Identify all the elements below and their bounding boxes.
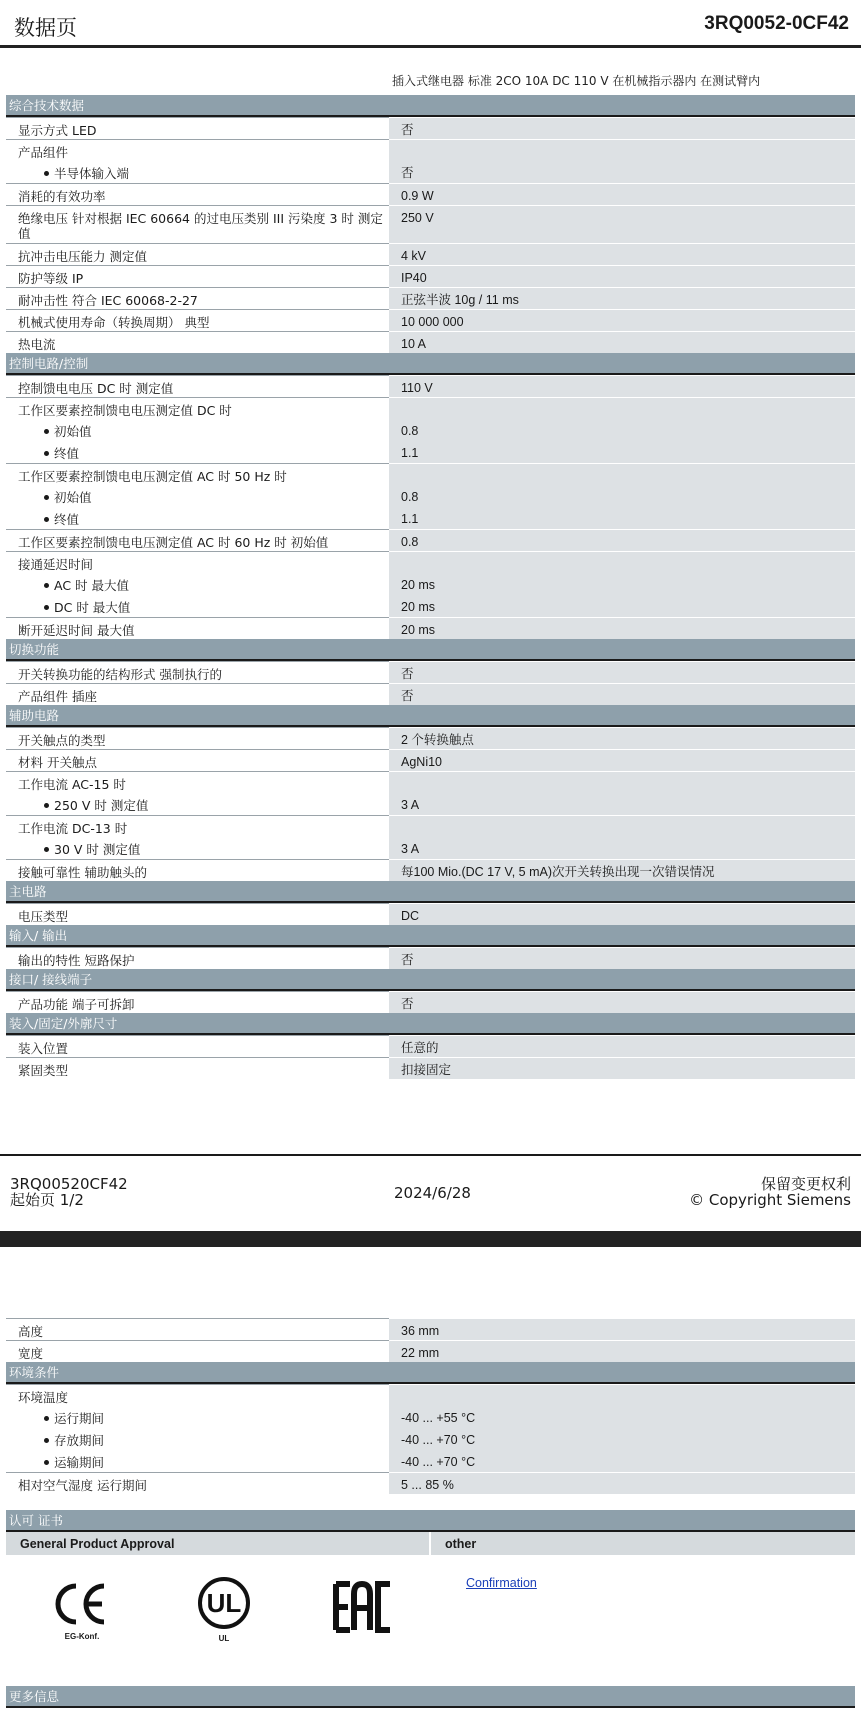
row-label [6,683,389,705]
row-label [6,485,389,507]
row-value: 1.1 [389,441,855,463]
section-header: 更多信息 [6,1686,855,1708]
footer-left [10,1176,128,1208]
table-row [6,243,855,265]
row-label-text: 开关转换功能的结构形式 强制执行的 [18,667,222,682]
row-value: 22 mm [389,1340,855,1362]
row-label [6,441,389,463]
certificate-logos [6,1558,855,1686]
table-row [6,507,855,529]
certificates-section [6,1510,855,1556]
table-row [6,375,855,397]
row-label-text: 终值 [54,512,80,527]
row-label [6,529,389,551]
table-row [6,139,855,161]
row-label [6,837,389,859]
confirmation-link[interactable]: Confirmation [466,1576,537,1590]
row-value: 0.8 [389,419,855,441]
row-value [389,551,855,573]
row-value: 110 V [389,375,855,397]
table-row [6,287,855,309]
row-label-text: 接通延迟时间 [18,557,94,572]
row-label-text: 机械式使用寿命（转换周期） 典型 [18,315,210,330]
row-value: 20 ms [389,617,855,639]
row-value [389,397,855,419]
row-value: 否 [389,117,855,139]
cert-col-general: General Product Approval [20,1537,175,1551]
section-header: 认可 证书 [6,1510,855,1532]
ce-mark[interactable] [52,1580,112,1642]
table-row [6,1406,855,1428]
row-label-text: 环境温度 [18,1390,69,1405]
table-row [6,1450,855,1472]
row-label-text: 控制馈电电压 DC 时 测定值 [18,381,174,396]
row-label-text: 消耗的有效功率 [18,189,106,204]
row-value: 5 ... 85 % [389,1472,855,1494]
section-header: 综合技术数据 [6,95,855,117]
row-label-text: 30 V 时 测定值 [54,842,141,857]
spec-table-page1 [6,95,855,1079]
table-row [6,419,855,441]
footer-date: 2024/6/28 [394,1184,471,1202]
row-label [6,1035,389,1057]
section-header: 控制电路/控制 [6,353,855,375]
row-value: 3 A [389,837,855,859]
row-label-text: 初始值 [54,490,92,505]
row-label-text: 终值 [54,446,80,461]
bullet-icon [44,803,49,808]
table-row [6,749,855,771]
table-row [6,859,855,881]
certificate-table-header [6,1532,855,1556]
row-label [6,991,389,1013]
row-value: 任意的 [389,1035,855,1057]
row-label-text: 工作区要素控制馈电电压测定值 DC 时 [18,403,232,418]
row-label [6,1340,389,1362]
row-label-text: 产品功能 端子可拆卸 [18,997,135,1012]
page-header [0,0,861,48]
footer-right [689,1176,851,1208]
row-label [6,1057,389,1079]
row-value: 20 ms [389,595,855,617]
row-value: IP40 [389,265,855,287]
table-row [6,661,855,683]
row-value: 250 V [389,205,855,243]
section-header: 环境条件 [6,1362,855,1384]
table-row [6,837,855,859]
row-value [389,463,855,485]
row-value [389,771,855,793]
table-row [6,793,855,815]
row-label [6,1318,389,1340]
row-label-text: 断开延迟时间 最大值 [18,623,135,638]
row-value: 10 000 000 [389,309,855,331]
bullet-icon [44,605,49,610]
table-row [6,771,855,793]
row-label-text: DC 时 最大值 [54,600,131,615]
table-row [6,551,855,573]
table-row [6,265,855,287]
row-label-text: 紧固类型 [18,1063,69,1078]
row-value: 否 [389,161,855,183]
table-row [6,485,855,507]
row-label [6,595,389,617]
row-value: -40 ... +70 °C [389,1450,855,1472]
table-row [6,1057,855,1079]
table-row [6,1428,855,1450]
table-row [6,573,855,595]
row-value: 0.8 [389,529,855,551]
row-value: 否 [389,991,855,1013]
row-label [6,1450,389,1472]
row-label [6,397,389,419]
bullet-icon [44,429,49,434]
row-label-text: 存放期间 [54,1433,105,1448]
row-label-text: 装入位置 [18,1041,69,1056]
row-label [6,1406,389,1428]
row-value [389,815,855,837]
table-row [6,947,855,969]
table-row [6,727,855,749]
bullet-icon [44,1438,49,1443]
row-label-text: 工作区要素控制馈电电压测定值 AC 时 60 Hz 时 初始值 [18,535,329,550]
row-value: DC [389,903,855,925]
svg-text:UL: UL [206,1588,242,1618]
table-row [6,397,855,419]
page-footer [0,1154,861,1230]
row-label-text: 显示方式 LED [18,123,97,138]
row-value: 1.1 [389,507,855,529]
row-value: 否 [389,661,855,683]
row-label-text: 高度 [18,1324,44,1339]
row-label-text: AC 时 最大值 [54,578,130,593]
row-label-text: 产品组件 [18,145,69,160]
row-label [6,551,389,573]
row-label-text: 250 V 时 测定值 [54,798,149,813]
row-label-text: 初始值 [54,424,92,439]
row-value: 否 [389,683,855,705]
table-row [6,205,855,243]
row-value: 4 kV [389,243,855,265]
row-label [6,749,389,771]
row-value: 3 A [389,793,855,815]
row-label-text: 耐冲击性 符合 IEC 60068-2-27 [18,293,198,308]
row-label [6,793,389,815]
eac-mark-icon [332,1580,394,1634]
product-description: 插入式继电器 标准 2CO 10A DC 110 V 在机械指示器内 在测试臂内 [392,74,761,88]
row-label [6,617,389,639]
row-label-text: 运输期间 [54,1455,105,1470]
row-label-text: 相对空气湿度 运行期间 [18,1478,147,1493]
page-title: 数据页 [14,16,77,40]
row-label [6,463,389,485]
table-row [6,1318,855,1340]
row-value: 2 个转换触点 [389,727,855,749]
table-row [6,595,855,617]
table-row [6,1340,855,1362]
row-label [6,375,389,397]
bullet-icon [44,1416,49,1421]
row-label [6,139,389,161]
row-value: -40 ... +70 °C [389,1428,855,1450]
row-value: 每100 Mio.(DC 17 V, 5 mA)次开关转换出现一次错误情况 [389,859,855,881]
row-label [6,507,389,529]
section-header: 辅助电路 [6,705,855,727]
row-value: -40 ... +55 °C [389,1406,855,1428]
row-label-text: 接触可靠性 辅助触头的 [18,865,147,880]
row-label [6,573,389,595]
section-header: 接口/ 接线端子 [6,969,855,991]
bullet-icon [44,583,49,588]
row-value: 否 [389,947,855,969]
table-row [6,183,855,205]
section-header: 切换功能 [6,639,855,661]
row-label-text: 工作电流 AC-15 时 [18,777,126,792]
footer-copyright: © Copyright Siemens [689,1191,851,1209]
row-label-text: 半导体输入端 [54,166,130,181]
row-value: 0.8 [389,485,855,507]
row-label-text: 抗冲击电压能力 测定值 [18,249,147,264]
row-label-text: 防护等级 IP [18,271,84,286]
bullet-icon [44,1460,49,1465]
bullet-icon [44,451,49,456]
row-label [6,1428,389,1450]
row-value: 36 mm [389,1318,855,1340]
row-label [6,1472,389,1494]
section-header: 装入/固定/外廓尺寸 [6,1013,855,1035]
row-value: 扣接固定 [389,1057,855,1079]
row-label [6,205,389,243]
table-row [6,683,855,705]
footer-page-number: 起始页 1/2 [10,1191,84,1209]
table-row [6,309,855,331]
row-label-text: 材料 开关触点 [18,755,97,770]
footer-article-number: 3RQ00520CF42 [10,1175,128,1193]
row-label [6,243,389,265]
row-value: AgNi10 [389,749,855,771]
row-label [6,183,389,205]
row-label [6,309,389,331]
product-code: 3RQ0052-0CF42 [704,13,849,34]
row-label [6,331,389,353]
row-value: 0.9 W [389,183,855,205]
row-value: 正弦半波 10g / 11 ms [389,287,855,309]
table-row [6,1472,855,1494]
row-label-text: 工作电流 DC-13 时 [18,821,128,836]
row-value [389,1384,855,1406]
bullet-icon [44,495,49,500]
table-row [6,161,855,183]
table-row [6,617,855,639]
row-label-text: 产品组件 插座 [18,689,97,704]
table-row [6,529,855,551]
row-label [6,903,389,925]
eac-mark[interactable] [332,1580,394,1636]
row-label [6,117,389,139]
row-label [6,1384,389,1406]
table-row [6,903,855,925]
section-header: 主电路 [6,881,855,903]
bullet-icon [44,517,49,522]
spec-table-page2 [6,1318,855,1494]
row-label-text: 开关触点的类型 [18,733,106,748]
table-row [6,815,855,837]
row-label [6,947,389,969]
more-info-section [6,1686,855,1708]
table-row [6,991,855,1013]
table-row [6,463,855,485]
ce-caption: EG-Konf. [64,1632,100,1641]
bullet-icon [44,171,49,176]
ul-mark[interactable] [196,1576,252,1646]
row-label [6,661,389,683]
row-label-text: 电压类型 [18,909,69,924]
row-value: 10 A [389,331,855,353]
row-value: 20 ms [389,573,855,595]
row-label [6,859,389,881]
row-label-text: 运行期间 [54,1411,105,1426]
row-label-text: 工作区要素控制馈电电压测定值 AC 时 50 Hz 时 [18,469,287,484]
row-label [6,265,389,287]
ce-mark-icon [52,1580,112,1628]
ul-caption: UL [218,1634,230,1643]
row-label [6,815,389,837]
row-label-text: 宽度 [18,1346,44,1361]
page-separator [0,1231,861,1247]
cert-col-other: other [429,1532,855,1555]
ul-mark-icon [196,1576,252,1630]
footer-rights: 保留变更权利 [760,1175,851,1193]
row-label-text: 绝缘电压 针对根据 IEC 60664 的过电压类别 III 污染度 3 时 测定值 [18,211,383,241]
row-label-text: 输出的特性 短路保护 [18,953,135,968]
table-row [6,441,855,463]
row-label [6,771,389,793]
row-label-text: 热电流 [18,337,56,352]
table-row [6,1035,855,1057]
row-label [6,419,389,441]
row-value [389,139,855,161]
table-row [6,1384,855,1406]
table-row [6,331,855,353]
row-label [6,727,389,749]
row-label [6,161,389,183]
section-header: 输入/ 输出 [6,925,855,947]
bullet-icon [44,847,49,852]
table-row [6,117,855,139]
row-label [6,287,389,309]
